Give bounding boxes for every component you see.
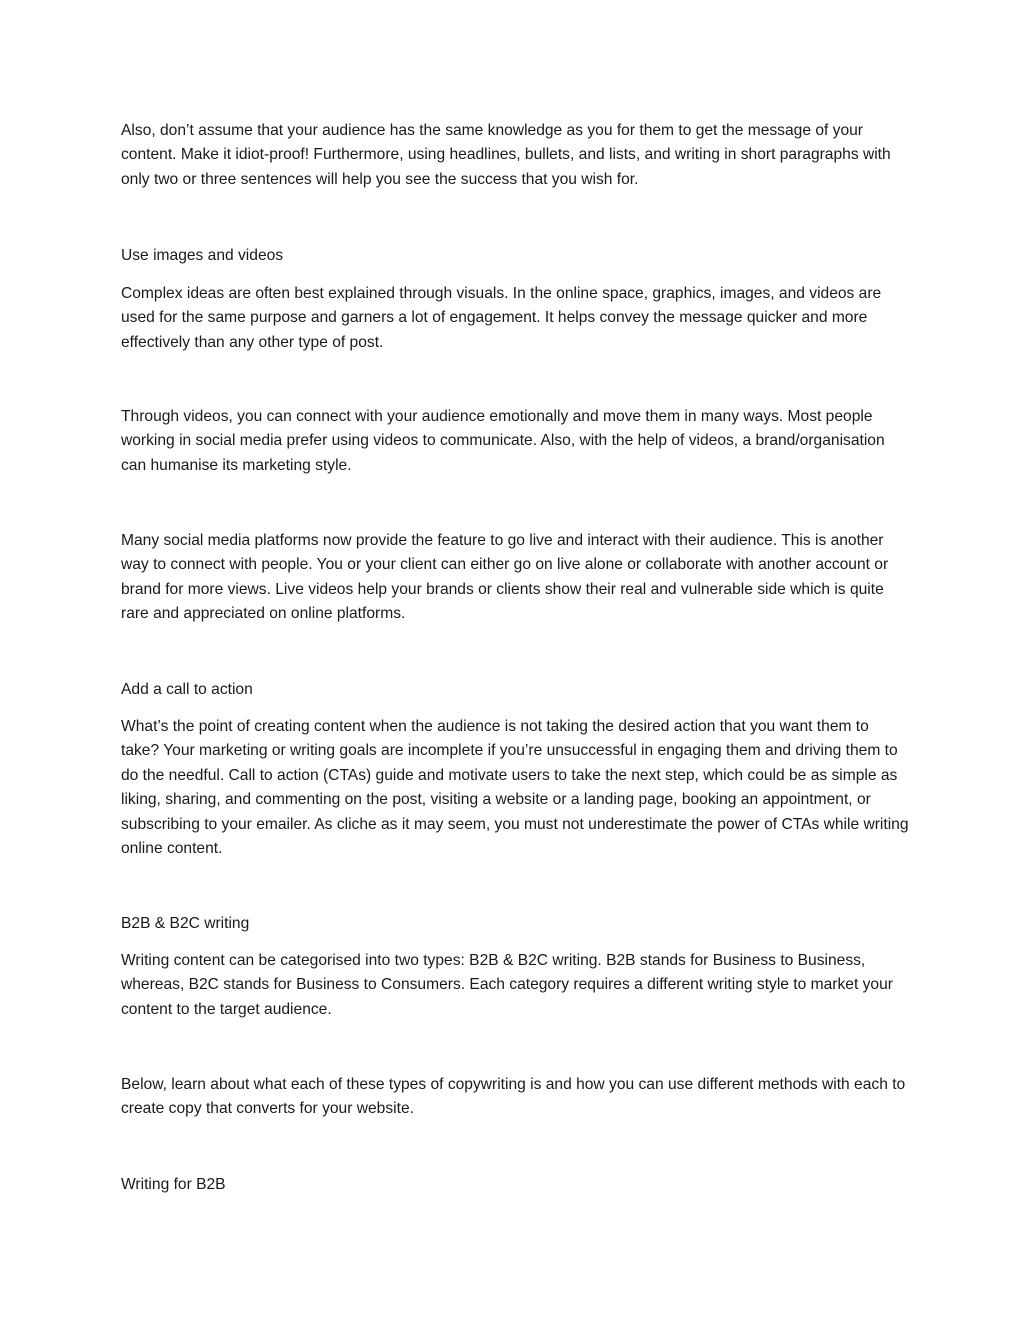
paragraph-cta: What’s the point of creating content when the audience is not taking the desired action that you want them to take? Your marketing or writing goals are incomplete if you’re unsuccessful in engaging them and driving them to do the needful. Call to action (CTAs) guide and motivate users to take the next step, which could be as simple as liking, sharing, and commenting on the post, visiting a website or a landing page, booking an appointment, or subscribing to your emailer. As cliche as it may seem, you must not underestimate the power of CTAs while writing online content. <box>121 718 909 858</box>
paragraph-copywriting-methods: Below, learn about what each of these types of copywriting is and how you can use different methods with each to create copy that converts for your website. <box>121 1076 906 1118</box>
paragraph-go-live: Many social media platforms now provide the feature to go live and interact with their audience. This is another way to connect with people. You or your client can either go on live alone or collaborate with another account or brand for more views. Live videos help your brands or clients show their real and vulnerable side which is quite rare and appreciated on online platforms. <box>121 532 889 623</box>
paragraph-audience-knowledge: Also, don’t assume that your audience has the same knowledge as you for them to get the message of your content. Make it idiot-proof! Furthermore, using headlines, bullets, and lists, and writing in short paragraphs with only two or three sentences will help you see the success that you wish for. <box>121 122 891 188</box>
heading-add-a-call-to-action: Add a call to action <box>121 681 253 698</box>
paragraph-videos-connect: Through videos, you can connect with your audience emotionally and move them in many ways. Most people working in social media prefer using videos to communicate. Also, with the help of videos, a brand/organisation can humanise its marketing style. <box>121 408 885 474</box>
heading-b2b-b2c-writing: B2B & B2C writing <box>121 915 250 932</box>
paragraph-b2b-b2c-types: Writing content can be categorised into two types: B2B & B2C writing. B2B stands for Business to Business, whereas, B2C stands for Business to Consumers. Each category requires a different writing style to market your content to the target audience. <box>121 952 893 1018</box>
heading-use-images-and-videos: Use images and videos <box>121 247 284 264</box>
heading-writing-for-b2b: Writing for B2B <box>121 1176 226 1193</box>
paragraph-visuals: Complex ideas are often best explained through visuals. In the online space, graphics, images, and videos are used for the same purpose and garners a lot of engagement. It helps convey the message quicker and more effectively than any other type of post. <box>121 285 882 351</box>
